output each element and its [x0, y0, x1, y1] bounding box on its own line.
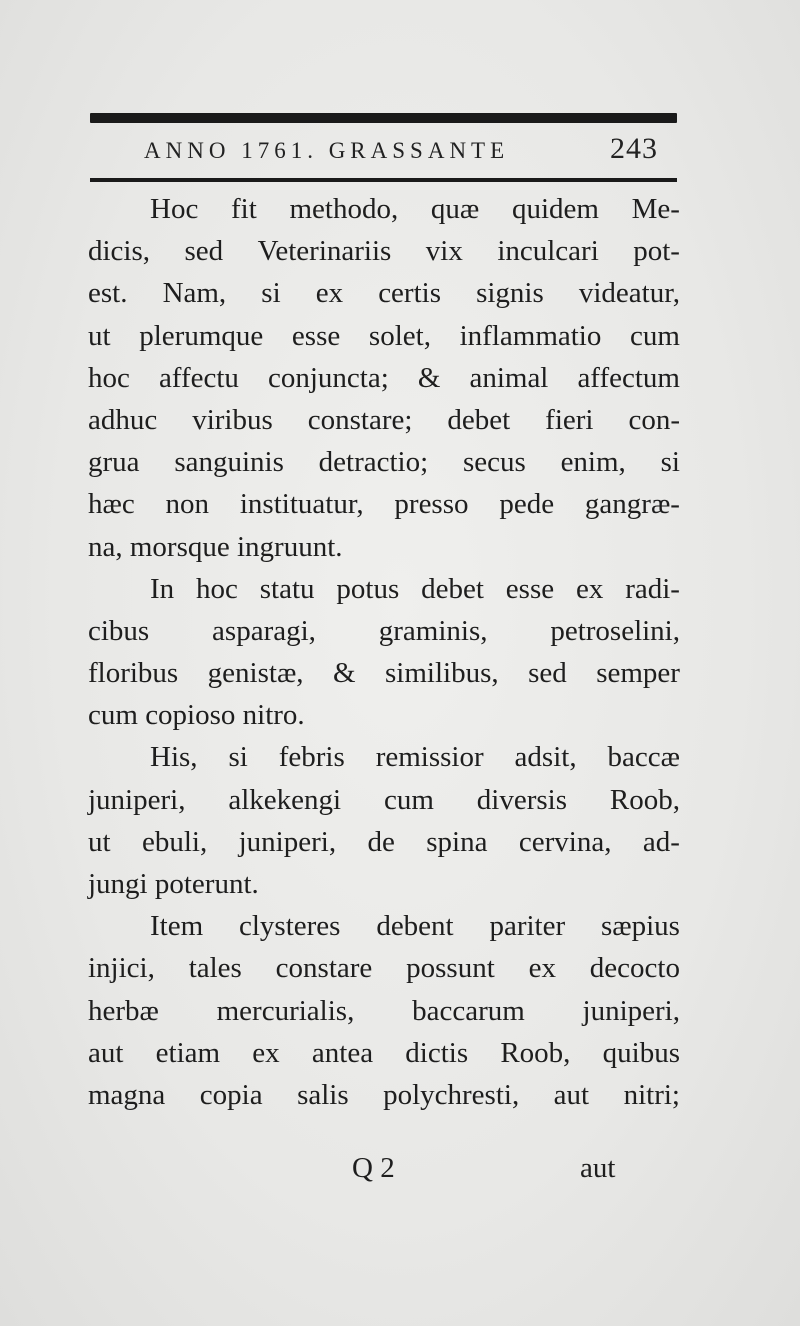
text-line: hæc non instituatur, presso pede gangræ- — [88, 488, 680, 521]
text-line: jungi poterunt. — [88, 868, 259, 900]
text-line: adhuc viribus constare; debet fieri con- — [88, 403, 680, 436]
text-line: herbæ mercurialis, baccarum juniperi, — [88, 994, 680, 1027]
catchword: aut — [580, 1152, 616, 1184]
text-line: aut etiam ex antea dictis Roob, quibus — [88, 1036, 680, 1069]
page-number: 243 — [610, 132, 658, 165]
text-line: magna copia salis polychresti, aut nitri; — [88, 1078, 680, 1111]
running-head: ANNO 1761. GRASSANTE — [144, 138, 510, 163]
text-line: est. Nam, si ex certis signis videatur, — [88, 277, 680, 310]
header-rule-bottom — [90, 178, 677, 182]
text-line: injici, tales constare possunt ex decocto — [88, 952, 680, 985]
running-header — [92, 132, 678, 172]
page-footer — [0, 1152, 800, 1192]
text-line: dicis, sed Veterinariis vix inculcari pot- — [88, 235, 680, 268]
signature-mark: Q 2 — [352, 1152, 395, 1184]
text-line: cum copioso nitro. — [88, 699, 305, 732]
text-line: ut ebuli, juniperi, de spina cervina, ad- — [88, 825, 680, 858]
text-line: ut plerumque esse solet, inflammatio cum — [88, 319, 680, 352]
text-line: Hoc fit methodo, quæ quidem Me- — [150, 193, 680, 225]
text-line: juniperi, alkekengi cum diversis Roob, — [88, 783, 680, 816]
header-rule-top — [90, 113, 677, 123]
text-line: grua sanguinis detractio; secus enim, si — [88, 446, 680, 479]
text-line: na, morsque ingruunt. — [88, 530, 343, 563]
text-line: Item clysteres debent pariter sæpius — [150, 910, 680, 943]
text-line: floribus genistæ, & similibus, sed semper — [88, 657, 680, 690]
text-line: hoc affectu conjuncta; & animal affectum — [88, 361, 680, 394]
text-line: His, si febris remissior adsit, baccæ — [150, 741, 680, 774]
body-text — [88, 188, 680, 1116]
text-line: In hoc statu potus debet esse ex radi- — [150, 572, 680, 605]
text-line: cibus asparagi, graminis, petroselini, — [88, 614, 680, 647]
